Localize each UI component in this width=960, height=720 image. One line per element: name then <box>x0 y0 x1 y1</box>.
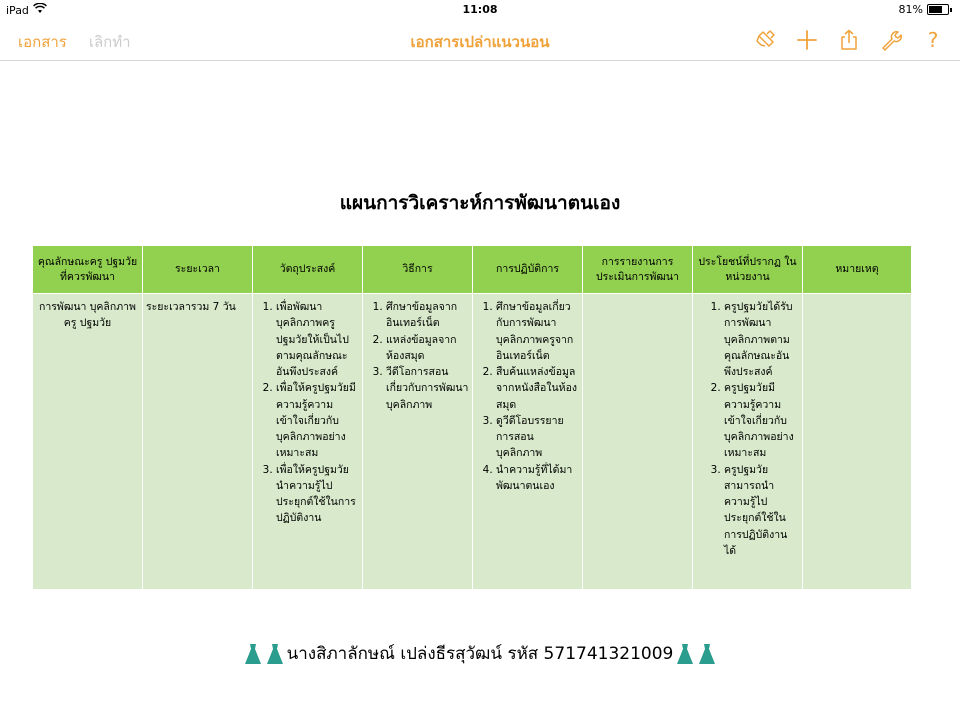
list-item: 1. ศึกษาข้อมูลเกี่ยวกับการพัฒนาบุคลิกภาพครูจากอินเทอร์เน็ต <box>496 299 579 364</box>
cell-objectives[interactable] <box>253 294 363 590</box>
plus-icon[interactable] <box>794 28 820 52</box>
help-icon[interactable]: ? <box>927 28 939 52</box>
objectives-list <box>256 299 359 527</box>
cell-remarks[interactable] <box>803 294 912 590</box>
header-methods: วิธีการ <box>363 246 473 294</box>
dress-icon <box>265 643 285 665</box>
cell-benefits[interactable] <box>693 294 803 590</box>
document-title: แผนการวิเคราะห์การพัฒนาตนเอง <box>339 192 621 214</box>
cell-operations[interactable] <box>473 294 583 590</box>
list-item: 2. สืบค้นแหล่งข้อมูลจากหนังสือในห้องสมุด <box>496 364 579 413</box>
share-icon[interactable] <box>836 28 862 52</box>
status-time: 11:08 <box>462 3 498 16</box>
battery-tip <box>950 8 952 12</box>
list-item: 1. เพื่อพัฒนาบุคลิกภาพครูปฐมวัยให้เป็นไปตามคุณลักษณะอันพึงประสงค์ <box>276 299 359 380</box>
status-bar <box>0 0 960 20</box>
signature-line <box>0 640 960 667</box>
list-item: 3. เพื่อให้ครูปฐมวัยนำความรู้ไปประยุกต์ใช้ในการปฏิบัติงาน <box>276 462 359 527</box>
table-header-row <box>33 246 912 294</box>
list-item: 3. ครูปฐมวัยสามารถนำความรู้ไปประยุกต์ใช้ในการปฏิบัติงานได้ <box>724 462 799 560</box>
methods-list <box>366 299 469 413</box>
documents-button[interactable]: เอกสาร <box>18 33 67 51</box>
development-plan-table <box>32 245 912 589</box>
battery-percent: 81% <box>898 3 923 16</box>
battery-icon <box>927 4 949 15</box>
signature-text: นางสิภาลักษณ์ เปล่งธีรสุวัฒน์ รหัส 571741321009 <box>286 644 674 664</box>
cell-report[interactable] <box>583 294 693 590</box>
list-item: 1. ศึกษาข้อมูลจากอินเทอร์เน็ต <box>386 299 469 332</box>
toolbar-right <box>752 28 946 52</box>
list-item: 3. ดูวีดีโอบรรยายการสอนบุคลิกภาพ <box>496 413 579 462</box>
header-benefits: ประโยชน์ที่ปรากฏ ในหน่วยงาน <box>693 246 803 294</box>
list-item: 3. วีดีโอการสอนเกี่ยวกับการพัฒนาบุคลิกภาพ <box>386 364 469 413</box>
header-remarks: หมายเหตุ <box>803 246 912 294</box>
header-report: การรายงานการ ประเมินการพัฒนา <box>583 246 693 294</box>
cell-methods[interactable] <box>363 294 473 590</box>
dress-icon <box>243 643 263 665</box>
cell-duration[interactable]: ระยะเวลารวม 7 วัน <box>143 294 253 590</box>
document-name[interactable]: เอกสารเปล่าแนวนอน <box>410 33 550 51</box>
list-item: 2. ครูปฐมวัยมีความรู้ความเข้าใจเกี่ยวกับบุคลิกภาพอย่างเหมาะสม <box>724 380 799 461</box>
wrench-icon[interactable] <box>878 28 904 52</box>
header-duration: ระยะเวลา <box>143 246 253 294</box>
list-item: 1. ครูปฐมวัยได้รับการพัฒนาบุคลิกภาพตามคุณลักษณะอันพึงประสงค์ <box>724 299 799 380</box>
header-objectives: วัตถุประสงค์ <box>253 246 363 294</box>
brush-icon[interactable] <box>752 28 778 52</box>
header-operations: การปฏิบัติการ <box>473 246 583 294</box>
list-item: 2. เพื่อให้ครูปฐมวัยมีความรู้ความเข้าใจเกี่ยวกับบุคลิกภาพอย่างเหมาะสม <box>276 380 359 461</box>
operations-list <box>476 299 579 494</box>
list-item: 4. นำความรู้ที่ได้มาพัฒนาตนเอง <box>496 462 579 495</box>
undo-button[interactable]: เลิกทำ <box>88 33 131 51</box>
benefits-list <box>696 299 799 559</box>
list-item: 2. แหล่งข้อมูลจากห้องสมุด <box>386 332 469 365</box>
dress-icon <box>675 643 695 665</box>
device-name: iPad <box>6 3 29 17</box>
status-right <box>899 3 952 16</box>
cell-trait[interactable]: การพัฒนา บุคลิกภาพครู ปฐมวัย <box>33 294 143 590</box>
dress-icon <box>697 643 717 665</box>
table-row <box>33 294 912 590</box>
header-trait: คุณลักษณะครู ปฐมวัยที่ควรพัฒนา <box>33 246 143 294</box>
toolbar <box>0 20 960 61</box>
